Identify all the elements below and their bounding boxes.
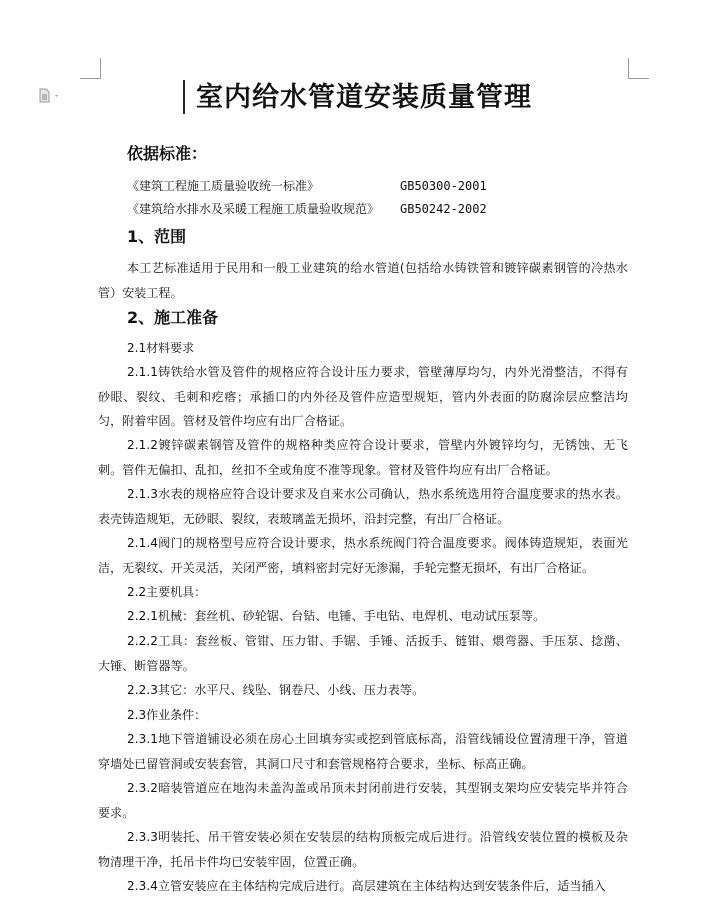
scope-paragraph: 本工艺标准适用于民用和一般工业建筑的给水管道(包括给水铸铁管和镀锌碳素钢管的冷热水管）安装工程。 <box>98 261 628 300</box>
paragraph-2-3-2: 2.3.2暗装管道应在地沟未盖沟盖或吊顶未封闭前进行安装，其型钢支架均应安装完毕并符合要求。 <box>98 781 628 820</box>
standard-row <box>127 177 487 195</box>
standard-code: GB50242-2002 <box>400 202 487 216</box>
standard-code: GB50300-2001 <box>400 179 487 193</box>
paragraph-2-1-4: 2.1.4阀门的规格型号应符合设计要求，热水系统阀门符合温度要求。阀体铸造规矩，表面光洁，无裂纹、开关灵活，关闭严密，填料密封完好无渗漏，手轮完整无损坏，有出厂合格证。 <box>98 536 628 575</box>
standard-row <box>127 200 487 218</box>
text-cursor <box>183 80 185 114</box>
paragraph-2-2-1: 2.2.1机械：套丝机、砂轮锯、台钻、电锤、手电钻、电焊机、电动试压泵等。 <box>127 609 546 623</box>
subheading-tools: 2.2主要机具： <box>127 585 207 599</box>
basis-heading: 依据标准： <box>127 144 208 163</box>
paragraph-2-3-4: 2.3.4立管安装应在主体结构完成后进行。高层建筑在主体结构达到安装条件后，适当插入 <box>127 879 606 893</box>
paragraph-2-2-3: 2.2.3其它：水平尺、线坠、钢卷尺、小线、压力表等。 <box>127 683 425 697</box>
paragraph-2-3-1: 2.3.1地下管道铺设必须在房心土回填夯实或挖到管底标高，沿管线铺设位置清理干净，管道穿墙处已留管洞或安装套管，其洞口尺寸和套管规格符合要求，坐标、标高正确。 <box>98 732 628 771</box>
document-menu-icon[interactable] <box>38 88 62 104</box>
paragraph-2-1-2: 2.1.2镀锌碳素钢管及管件的规格种类应符合设计要求，管壁内外镀锌均匀，无锈蚀、无飞刺。管件无偏扣、乱扣，丝扣不全或角度不准等现象。管材及管件均应有出厂合格证。 <box>98 438 628 477</box>
subheading-materials: 2.1材料要求 <box>127 341 195 355</box>
section-heading-prep: 2、施工准备 <box>127 308 219 327</box>
paragraph-2-3-3: 2.3.3明装托、吊干管安装必须在安装层的结构顶板完成后进行。沿管线安装位置的模板及杂物清理干净，托吊卡件均已安装牢固，位置正确。 <box>98 830 628 869</box>
paragraph-2-2-2: 2.2.2工具：套丝板、管钳、压力钳、手锯、手锤、活扳手、链钳、煨弯器、手压泵、捻凿、大锤、断管器等。 <box>98 634 628 673</box>
paragraph-2-1-3: 2.1.3水表的规格应符合设计要求及自来水公司确认，热水系统选用符合温度要求的热水表。表壳铸造规矩，无砂眼、裂纹，表玻璃盖无损坏，沿封完整，有出厂合格证。 <box>98 487 628 526</box>
standard-name: 《建筑给水排水及采暖工程施工质量验收规范》 <box>127 202 380 216</box>
standard-name: 《建筑工程施工质量验收统一标准》 <box>127 179 320 193</box>
crop-mark-top-right <box>628 58 649 79</box>
paragraph-2-1-1: 2.1.1铸铁给水管及管件的规格应符合设计压力要求，管壁薄厚均匀，内外光滑整洁，不得有砂眼、裂纹、毛刺和疙瘩；承插口的内外径及管件应造型规矩，管内外表面的防腐涂层应整洁均匀，附着牢固。管材及管件均应有出厂合格证。 <box>98 365 628 428</box>
subheading-conditions: 2.3作业条件： <box>127 708 207 722</box>
document-title[interactable]: 室内给水管道安装质量管理 <box>196 82 532 113</box>
section-heading-scope: 1、范围 <box>127 227 187 246</box>
crop-mark-top-left <box>80 58 101 79</box>
